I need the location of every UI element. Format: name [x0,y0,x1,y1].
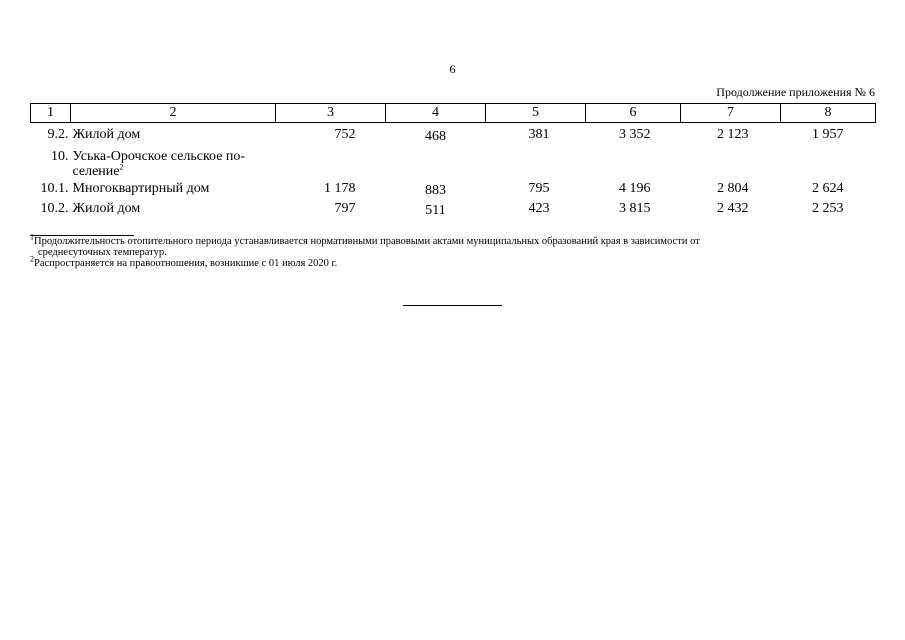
row-value-6: 3 815 [619,201,651,216]
table-row [31,181,876,201]
footnote-text: Распространяется на правоотношения, возникшие с 01 июля 2020 г. [34,258,338,269]
row-name-line1: Уська-Орочское сельское по- [72,149,246,164]
data-table [30,103,876,221]
row-value-4: 468 [425,129,446,144]
table-row [31,201,876,221]
row-code: 10.2. [40,201,69,216]
row-value-5: 423 [528,201,550,216]
header-cell-8: 8 [781,104,876,123]
row-name: Жилой дом [72,127,141,142]
header-cell-4: 4 [386,104,486,123]
page-number: 6 [449,62,456,76]
row-value-6: 3 352 [619,127,651,142]
row-code: 10. [51,149,69,164]
footnote-1 [30,232,875,247]
row-name: Многоквартирный дом [72,181,210,196]
row-value-5: 795 [528,181,550,196]
header-cell-1: 1 [31,104,71,123]
footnote-ref: 2 [119,162,124,172]
row-value-3: 752 [334,127,356,142]
header-cell-2: 2 [71,104,276,123]
row-value-3: 797 [334,201,356,216]
footnotes [30,232,875,269]
footnote-marker: 2 [30,254,34,264]
row-code: 9.2. [47,127,69,142]
header-cell-5: 5 [486,104,586,123]
row-value-8: 2 624 [812,181,844,196]
row-value-6: 4 196 [619,181,651,196]
table-row [31,127,876,149]
row-value-4: 883 [425,183,446,198]
row-code: 10.1. [40,181,69,196]
row-value-4: 511 [425,203,446,218]
header-row [31,104,876,123]
footnote-1-continuation: среднесуточных температур. [38,247,167,258]
row-name-line2 [73,164,274,179]
row-value-8: 2 253 [812,201,844,216]
table-row [31,149,876,181]
footnote-text: Продолжительность отопительного периода устанавливается нормативными правовыми актами муниципальных образований края в зависимости от [34,236,700,247]
row-value-8: 1 957 [812,127,844,142]
header-cell-6: 6 [586,104,681,123]
row-value-3: 1 178 [324,181,356,196]
footnote-2 [30,254,875,269]
header-cell-3: 3 [276,104,386,123]
header-cell-7: 7 [681,104,781,123]
row-name-line2-text: селение [72,164,120,179]
row-value-7: 2 432 [717,201,749,216]
row-value-7: 2 123 [717,127,749,142]
row-name: Жилой дом [72,201,141,216]
row-value-5: 381 [528,127,550,142]
row-value-7: 2 804 [717,181,749,196]
continuation-label: Продолжение приложения № 6 [716,85,875,99]
footnote-marker: 1 [30,232,34,242]
row-name [71,149,276,181]
end-separator [403,305,502,306]
